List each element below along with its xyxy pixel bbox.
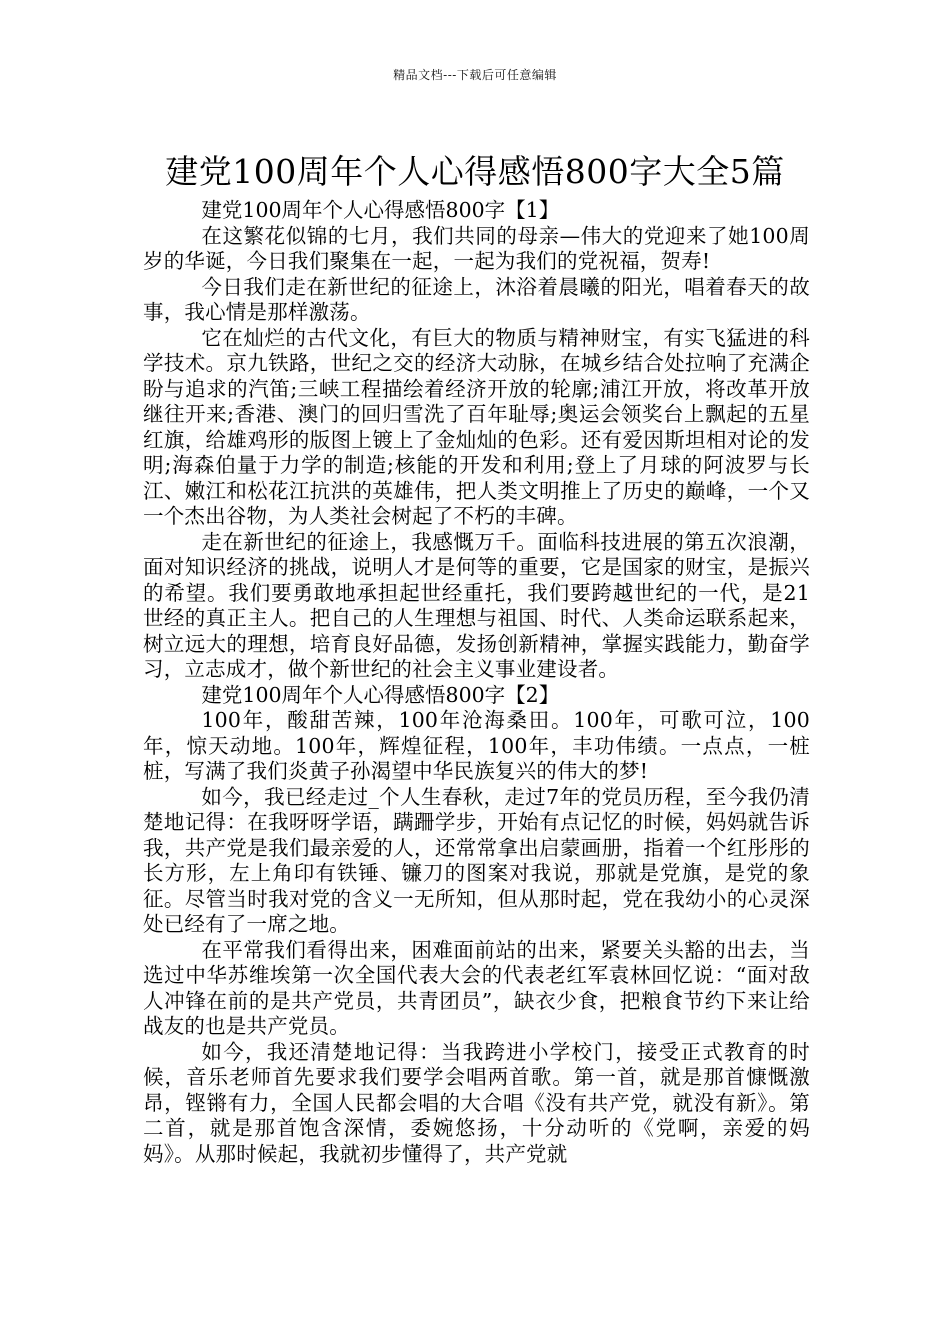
paragraph: 如今，我已经走过_个人生春秋，走过7年的党员历程，至今我仍清楚地记得：在我呀呀学语，蹒跚学步，开始有点记忆的时候，妈妈就告诉我，共产党是我们最亲爱的人，还常常拿出启蒙画册，指着一个红彤彤的长方形，左上角印有铁锤、镰刀的图案对我说，那就是党旗，是党的象征。尽管当时我对党的含义一无所知，但从那时起，党在我幼小的心灵深处已经有了一席之地。 xyxy=(143,784,810,936)
paragraph: 走在新世纪的征途上，我感慨万千。面临科技进展的第五次浪潮，面对知识经济的挑战，说明人才是何等的重要，它是国家的财宝，是振兴的希望。我们要勇敢地承担起世经重托，我们要跨越世纪的一代，是21世经的真正主人。把自己的人生理想与祖国、时代、人类命运联系起来，树立远大的理想，培育良好品德，发扬创新精神，掌握实践能力，勤奋学习，立志成才，做个新世纪的社会主义事业建设者。 xyxy=(143,529,810,681)
paragraph: 今日我们走在新世纪的征途上，沐浴着晨曦的阳光，唱着春天的故事，我心情是那样激荡。 xyxy=(143,274,810,324)
document-body xyxy=(143,198,810,1167)
paragraph: 100年，酸甜苦辣，100年沧海桑田。100年，可歌可泣，100年，惊天动地。100年，辉煌征程，100年，丰功伟绩。一点点，一桩桩，写满了我们炎黄子孙渴望中华民族复兴的伟大的梦! xyxy=(143,708,810,783)
paragraph: 如今，我还清楚地记得：当我跨进小学校门，接受正式教育的时候，音乐老师首先要求我们要学会唱两首歌。第一首，就是那首慷慨激昂，铿锵有力，全国人民都会唱的大合唱《没有共产党，就没有新》。第二首，就是那首饱含深情，委婉悠扬，十分动听的《党啊，亲爱的妈妈》。从那时候起，我就初步懂得了，共产党就 xyxy=(143,1039,810,1166)
paragraph: 在平常我们看得出来，困难面前站的出来，紧要关头豁的出去，当选过中华苏维埃第一次全国代表大会的代表老红军袁林回忆说：“面对敌人冲锋在前的是共产党员，共青团员”，缺衣少食，把粮食节约下来让给战友的也是共产党员。 xyxy=(143,937,810,1038)
section-heading: 建党100周年个人心得感悟800字【2】 xyxy=(201,682,560,707)
document-title: 建党100周年个人心得感悟800字大全5篇 xyxy=(165,152,785,192)
section-heading: 建党100周年个人心得感悟800字【1】 xyxy=(201,198,560,222)
header-note: 精品文档---下载后可任意编辑 xyxy=(393,68,557,82)
paragraph: 它在灿烂的古代文化，有巨大的物质与精神财宝，有实飞猛进的科学技术。京九铁路，世纪之交的经济大动脉，在城乡结合处拉响了充满企盼与追求的汽笛;三峡工程描绘着经济开放的轮廓;浦江开放，将改革开放继往开来;香港、澳门的回归雪洗了百年耻辱;奥运会领奖台上飘起的五星红旗，给雄鸡形的版图上镀上了金灿灿的色彩。还有爱因斯坦相对论的发明;海森伯量于力学的制造;核能的开发和利用;登上了月球的阿波罗与长江、嫩江和松花江抗洪的英雄伟，把人类文明推上了历史的巅峰，一个又一个杰出谷物，为人类社会树起了不朽的丰碑。 xyxy=(143,325,810,528)
paragraph: 在这繁花似锦的七月，我们共同的母亲—伟大的党迎来了她100周岁的华诞，今日我们聚集在一起，一起为我们的党祝福，贺寿! xyxy=(143,223,810,273)
